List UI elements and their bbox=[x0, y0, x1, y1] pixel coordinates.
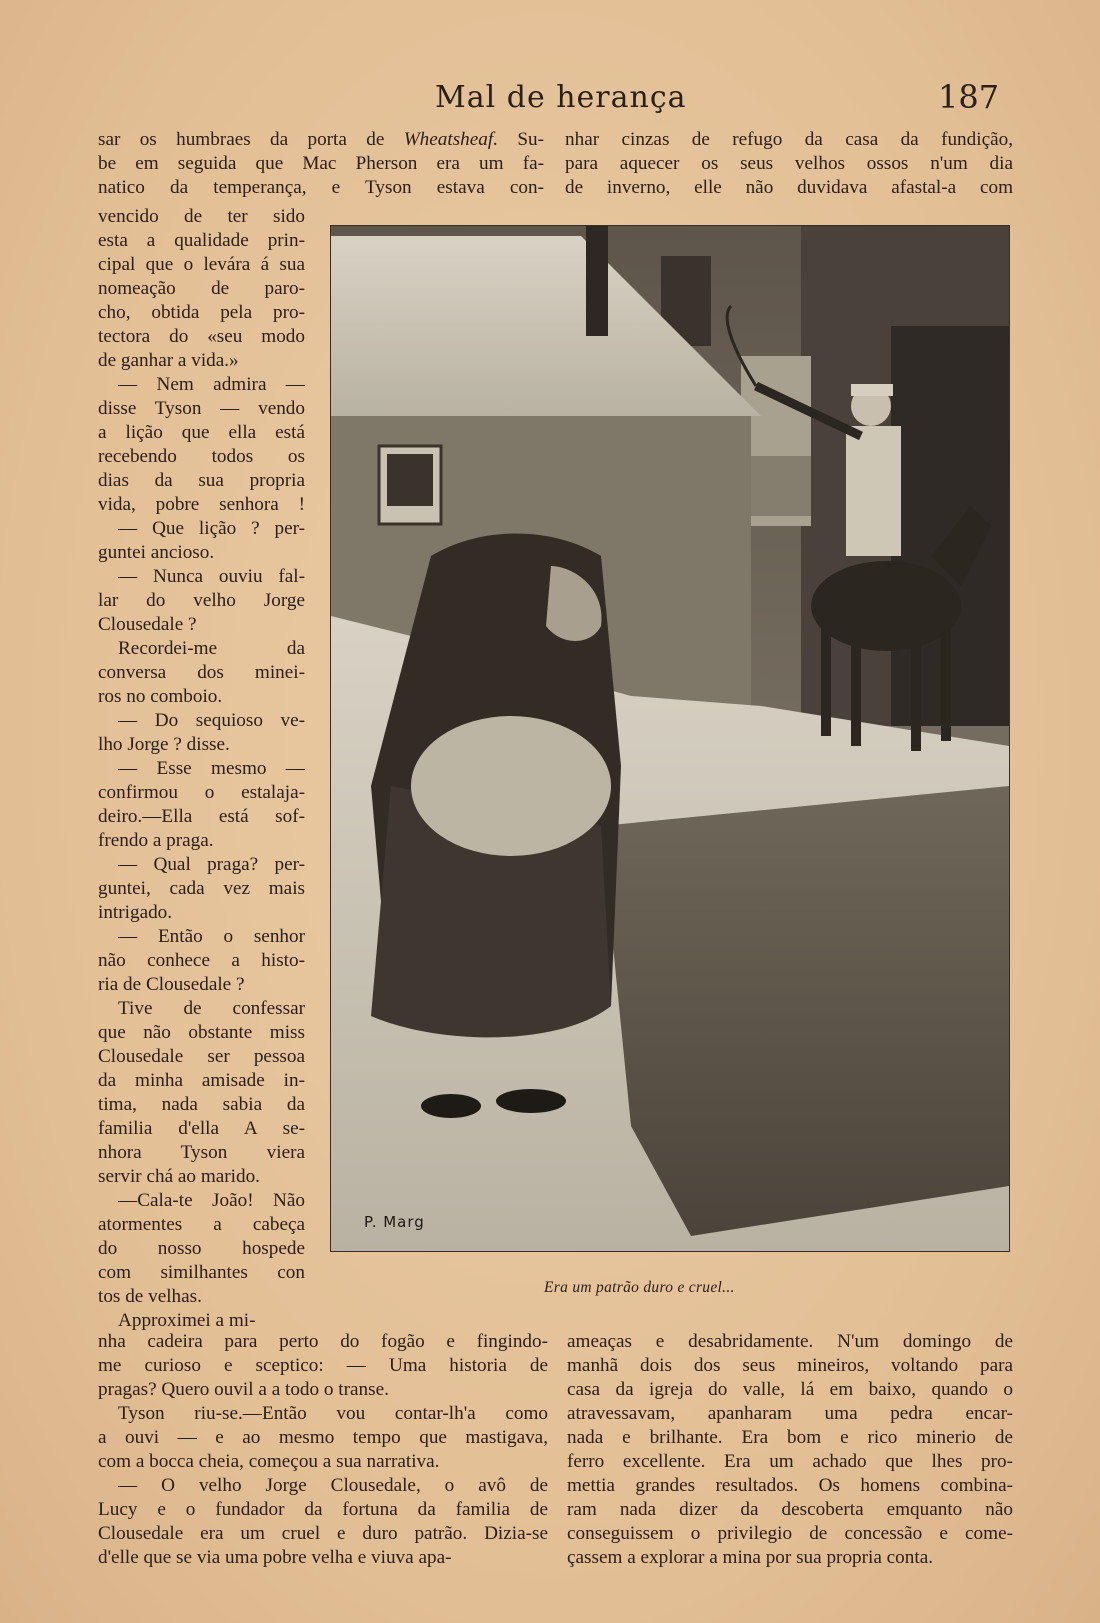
text-line: Lucy e o fundador da fortuna da familia de bbox=[98, 1499, 548, 1520]
text-line: nhora Tyson viera bbox=[98, 1142, 305, 1163]
text-line: — Nem admira — bbox=[118, 374, 305, 395]
text-line: disse Tyson — vendo bbox=[98, 398, 305, 419]
text-line: ros no comboio. bbox=[98, 686, 223, 707]
text-line: sar os humbraes da porta de Wheatsheaf. Su- bbox=[98, 129, 545, 150]
text-line: Tive de confessar bbox=[118, 998, 305, 1019]
text-line: para aquecer os seus velhos ossos n'um dia bbox=[565, 153, 1013, 174]
text-line: com a bocca cheia, começou a sua narrativa. bbox=[98, 1451, 440, 1472]
text-line: nada e brilhante. Era bom e rico minerio de bbox=[567, 1427, 1013, 1448]
text-line: servir chá ao marido. bbox=[98, 1166, 260, 1187]
text-line: deiro.—Ella está sof- bbox=[98, 806, 305, 827]
text-line: de inverno, elle não duvidava afastal-a com bbox=[565, 177, 1013, 198]
text-line: esta a qualidade prin- bbox=[98, 230, 305, 251]
text-line: atravessavam, apanharam uma pedra encar- bbox=[567, 1403, 1013, 1424]
text-line: nhar cinzas de refugo da casa da fundição, bbox=[565, 129, 1013, 150]
text-line: com similhantes con bbox=[98, 1262, 305, 1283]
text-line: nomeação de paro- bbox=[98, 278, 305, 299]
text-line: a lição que ella está bbox=[98, 422, 305, 443]
text-line: Tyson riu-se.—Então vou contar-lh'a como bbox=[118, 1403, 548, 1424]
text-line: do nosso hospede bbox=[98, 1238, 305, 1259]
text-line: guntei ancioso. bbox=[98, 542, 215, 563]
text-line: Clousedale ? bbox=[98, 614, 197, 635]
running-title: Mal de herança bbox=[435, 80, 687, 115]
text-line: nha cadeira para perto do fogão e fingindo- bbox=[98, 1331, 548, 1352]
artist-signature: P. Marg bbox=[364, 1213, 425, 1231]
text-line: manhã dois dos seus mineiros, voltando para bbox=[567, 1355, 1013, 1376]
text-line: ameaças e desabridamente. N'um domingo de bbox=[567, 1331, 1013, 1352]
text-line: guntei, cada vez mais bbox=[98, 878, 305, 899]
top-left-text-block bbox=[98, 128, 544, 200]
text-line: lho Jorge ? disse. bbox=[98, 734, 230, 755]
text-line: cipal que o levára á sua bbox=[98, 254, 305, 275]
text-line: dias da sua propria bbox=[98, 470, 305, 491]
text-line: tos de velhas. bbox=[98, 1286, 202, 1307]
text-line: — Qual praga? per- bbox=[118, 854, 305, 875]
text-line: atormentes a cabeça bbox=[98, 1214, 305, 1235]
text-line: çassem a explorar a mina por sua propria conta. bbox=[567, 1547, 934, 1568]
text-line: tectora do «seu modo bbox=[98, 326, 305, 347]
text-line: ria de Clousedale ? bbox=[98, 974, 245, 995]
chimney bbox=[586, 226, 608, 336]
bottom-right-text-column bbox=[567, 1330, 1013, 1570]
text-line: a ouvi — e ao mesmo tempo que mastigava, bbox=[98, 1427, 548, 1448]
text-line: Clousedale ser pessoa bbox=[98, 1046, 305, 1067]
text-line: vida, pobre senhora ! bbox=[98, 494, 305, 515]
illustration bbox=[330, 225, 1010, 1252]
text-line: da minha amisade in- bbox=[98, 1070, 305, 1091]
narrow-text-column bbox=[98, 205, 305, 1333]
text-line: tima, nada sabia da bbox=[98, 1094, 305, 1115]
text-line: intrigado. bbox=[98, 902, 173, 923]
text-line: conversa dos minei- bbox=[98, 662, 305, 683]
top-right-text-block bbox=[565, 128, 1013, 200]
text-line: — Então o senhor bbox=[118, 926, 305, 947]
text-line: casa da igreja do valle, lá em baixo, quando o bbox=[567, 1379, 1013, 1400]
text-line: de ganhar a vida.» bbox=[98, 350, 239, 371]
illustration-caption: Era um patrão duro e cruel... bbox=[544, 1279, 735, 1296]
text-line: ram nada dizer da descoberta emquanto não bbox=[567, 1499, 1013, 1520]
text-line: natico da temperança, e Tyson estava con- bbox=[98, 177, 544, 198]
text-line: confirmou o estalaja- bbox=[98, 782, 305, 803]
text-line: — Que lição ? per- bbox=[118, 518, 305, 539]
text-line: mettia grandes resultados. Os homens combina- bbox=[567, 1475, 1013, 1496]
page-number: 187 bbox=[938, 78, 1000, 116]
text-line: não conhece a histo- bbox=[98, 950, 305, 971]
text-line: — Esse mesmo — bbox=[118, 758, 305, 779]
text-line: —Cala-te João! Não bbox=[118, 1190, 305, 1211]
text-line: — Nunca ouviu fal- bbox=[118, 566, 305, 587]
text-line: Approximei a mi- bbox=[118, 1310, 256, 1331]
text-line: be em seguida que Mac Pherson era um fa- bbox=[98, 153, 544, 174]
text-line: lar do velho Jorge bbox=[98, 590, 305, 611]
text-line: conseguissem o privilegio de concessão e come- bbox=[567, 1523, 1013, 1544]
text-line: recebendo todos os bbox=[98, 446, 305, 467]
text-line: me curioso e sceptico: — Uma historia de bbox=[98, 1355, 548, 1376]
text-line: — Do sequioso ve- bbox=[118, 710, 305, 731]
engraving-image bbox=[331, 226, 1009, 1251]
text-line: d'elle que se via uma pobre velha e viuva apa- bbox=[98, 1547, 452, 1568]
text-line: familia d'ella A se- bbox=[98, 1118, 305, 1139]
italic-place-name: Wheatsheaf. bbox=[403, 129, 499, 150]
text-line: ferro excellente. Era um achado que lhes pro- bbox=[567, 1451, 1013, 1472]
text-line: pragas? Quero ouvil a a todo o transe. bbox=[98, 1379, 389, 1400]
text-line: vencido de ter sido bbox=[98, 206, 305, 227]
text-line: Clousedale era um cruel e duro patrão. Dizia-se bbox=[98, 1523, 548, 1544]
text-line: que não obstante miss bbox=[98, 1022, 305, 1043]
text-line: frendo a praga. bbox=[98, 830, 214, 851]
text-line: — O velho Jorge Clousedale, o avô de bbox=[118, 1475, 548, 1496]
text-line: cho, obtida pela pro- bbox=[98, 302, 305, 323]
text-line: Recordei-me da bbox=[118, 638, 305, 659]
bottom-left-text-column bbox=[98, 1330, 548, 1570]
